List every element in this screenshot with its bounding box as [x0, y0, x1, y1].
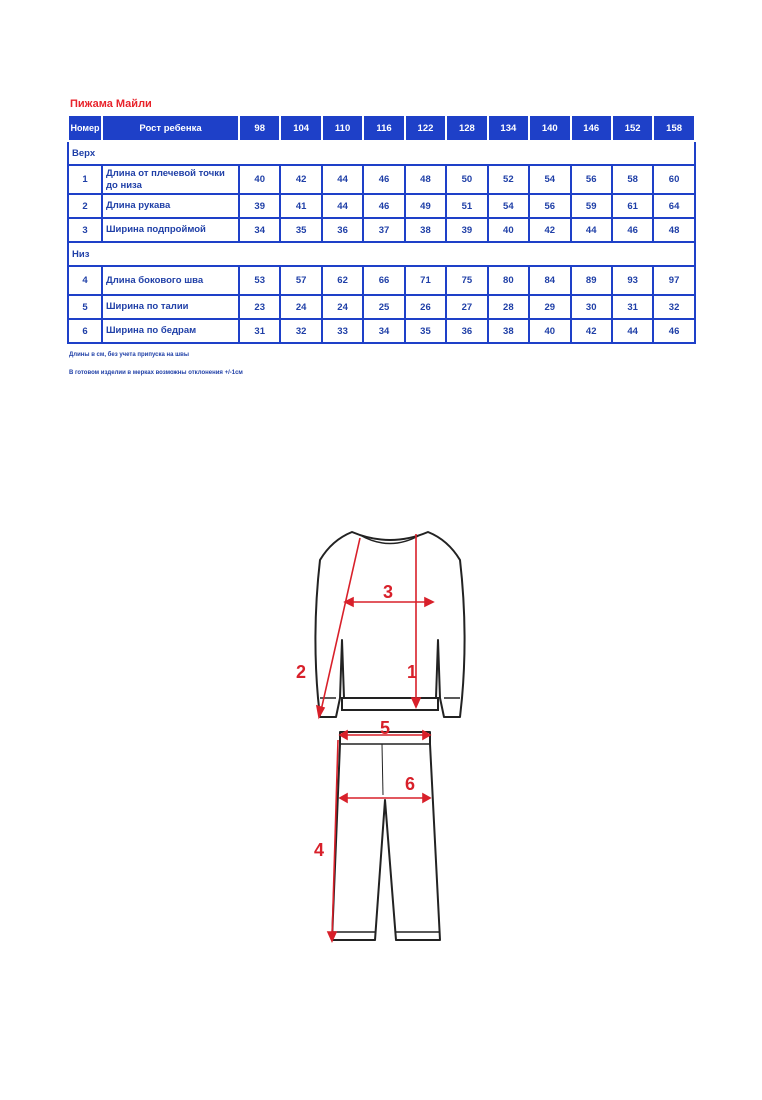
measure-label-4: 4: [314, 840, 325, 860]
row-name: Ширина подпроймой: [102, 218, 239, 242]
cell-value: 29: [529, 295, 570, 319]
table-row: [68, 319, 695, 343]
cell-value: 38: [488, 319, 529, 343]
pajama-measurement-diagram: [290, 520, 490, 960]
row-number: 1: [68, 165, 102, 194]
cell-value: 64: [653, 194, 694, 218]
row-name: Длина от плечевой точки до низа: [102, 165, 239, 194]
cell-value: 39: [446, 218, 487, 242]
size-header: 134: [488, 115, 529, 141]
size-header: 128: [446, 115, 487, 141]
cell-value: 36: [322, 218, 363, 242]
table-row: [68, 194, 695, 218]
cell-value: 54: [488, 194, 529, 218]
size-header: 104: [280, 115, 321, 141]
table-header-row: [68, 115, 695, 141]
cell-value: 75: [446, 266, 487, 295]
cell-value: 62: [322, 266, 363, 295]
measurement-lines: [317, 534, 433, 941]
cell-value: 59: [571, 194, 612, 218]
size-header: 152: [612, 115, 653, 141]
cell-value: 80: [488, 266, 529, 295]
cell-value: 44: [612, 319, 653, 343]
cell-value: 49: [405, 194, 446, 218]
cell-value: 50: [446, 165, 487, 194]
cell-value: 56: [529, 194, 570, 218]
cell-value: 28: [488, 295, 529, 319]
size-header: 116: [363, 115, 404, 141]
cell-value: 33: [322, 319, 363, 343]
table-row: [68, 295, 695, 319]
row-name: Длина бокового шва: [102, 266, 239, 295]
measure-label-6: 6: [405, 774, 416, 794]
cell-value: 48: [653, 218, 694, 242]
cell-value: 57: [280, 266, 321, 295]
cell-value: 27: [446, 295, 487, 319]
cell-value: 66: [363, 266, 404, 295]
measure-label-2: 2: [296, 662, 307, 682]
row-name: Ширина по талии: [102, 295, 239, 319]
units-note: Длины в см, без учета припуска на швы: [69, 352, 189, 358]
size-header: 146: [571, 115, 612, 141]
cell-value: 54: [529, 165, 570, 194]
cell-value: 37: [363, 218, 404, 242]
row-number: 4: [68, 266, 102, 295]
cell-value: 34: [363, 319, 404, 343]
cell-value: 36: [446, 319, 487, 343]
cell-value: 24: [322, 295, 363, 319]
table-row: [68, 266, 695, 295]
cell-value: 40: [239, 165, 280, 194]
row-name: Ширина по бедрам: [102, 319, 239, 343]
cell-value: 42: [571, 319, 612, 343]
cell-value: 31: [612, 295, 653, 319]
cell-value: 71: [405, 266, 446, 295]
cell-value: 25: [363, 295, 404, 319]
cell-value: 41: [280, 194, 321, 218]
table-row: [68, 165, 695, 194]
cell-value: 46: [363, 194, 404, 218]
section-row-top: [68, 141, 695, 165]
row-name: Длина рукава: [102, 194, 239, 218]
cell-value: 24: [280, 295, 321, 319]
row-number: 2: [68, 194, 102, 218]
size-header: 140: [529, 115, 570, 141]
size-header: 110: [322, 115, 363, 141]
cell-value: 84: [529, 266, 570, 295]
cell-value: 46: [653, 319, 694, 343]
size-header: 122: [405, 115, 446, 141]
cell-value: 42: [529, 218, 570, 242]
section-row-bottom: [68, 242, 695, 266]
section-label: Низ: [68, 242, 695, 266]
cell-value: 40: [529, 319, 570, 343]
cell-value: 34: [239, 218, 280, 242]
cell-value: 44: [322, 165, 363, 194]
cell-value: 32: [280, 319, 321, 343]
cell-value: 38: [405, 218, 446, 242]
cell-value: 97: [653, 266, 694, 295]
page-title: Пижама Майли: [70, 98, 152, 110]
shirt-outline: [315, 532, 464, 717]
cell-value: 53: [239, 266, 280, 295]
cell-value: 58: [612, 165, 653, 194]
cell-value: 40: [488, 218, 529, 242]
section-label: Верх: [68, 141, 695, 165]
height-header: Рост ребенка: [102, 115, 239, 141]
cell-value: 30: [571, 295, 612, 319]
cell-value: 39: [239, 194, 280, 218]
cell-value: 46: [363, 165, 404, 194]
measure-label-5: 5: [380, 718, 391, 738]
size-chart-table: [67, 114, 696, 344]
cell-value: 93: [612, 266, 653, 295]
row-number: 3: [68, 218, 102, 242]
cell-value: 35: [280, 218, 321, 242]
cell-value: 48: [405, 165, 446, 194]
cell-value: 35: [405, 319, 446, 343]
row-number: 5: [68, 295, 102, 319]
size-header: 98: [239, 115, 280, 141]
row-number: 6: [68, 319, 102, 343]
cell-value: 46: [612, 218, 653, 242]
cell-value: 61: [612, 194, 653, 218]
cell-value: 52: [488, 165, 529, 194]
tolerance-note: В готовом изделии в мерках возможны отклонения +/-1см: [69, 370, 243, 376]
cell-value: 51: [446, 194, 487, 218]
pants-outline: [332, 732, 440, 940]
cell-value: 44: [322, 194, 363, 218]
number-header: Номер: [68, 115, 102, 141]
cell-value: 89: [571, 266, 612, 295]
cell-value: 60: [653, 165, 694, 194]
cell-value: 44: [571, 218, 612, 242]
cell-value: 42: [280, 165, 321, 194]
cell-value: 26: [405, 295, 446, 319]
cell-value: 23: [239, 295, 280, 319]
cell-value: 56: [571, 165, 612, 194]
table-row: [68, 218, 695, 242]
measure-label-1: 1: [407, 662, 418, 682]
cell-value: 31: [239, 319, 280, 343]
measure-label-3: 3: [383, 582, 394, 602]
cell-value: 32: [653, 295, 694, 319]
size-header: 158: [653, 115, 694, 141]
